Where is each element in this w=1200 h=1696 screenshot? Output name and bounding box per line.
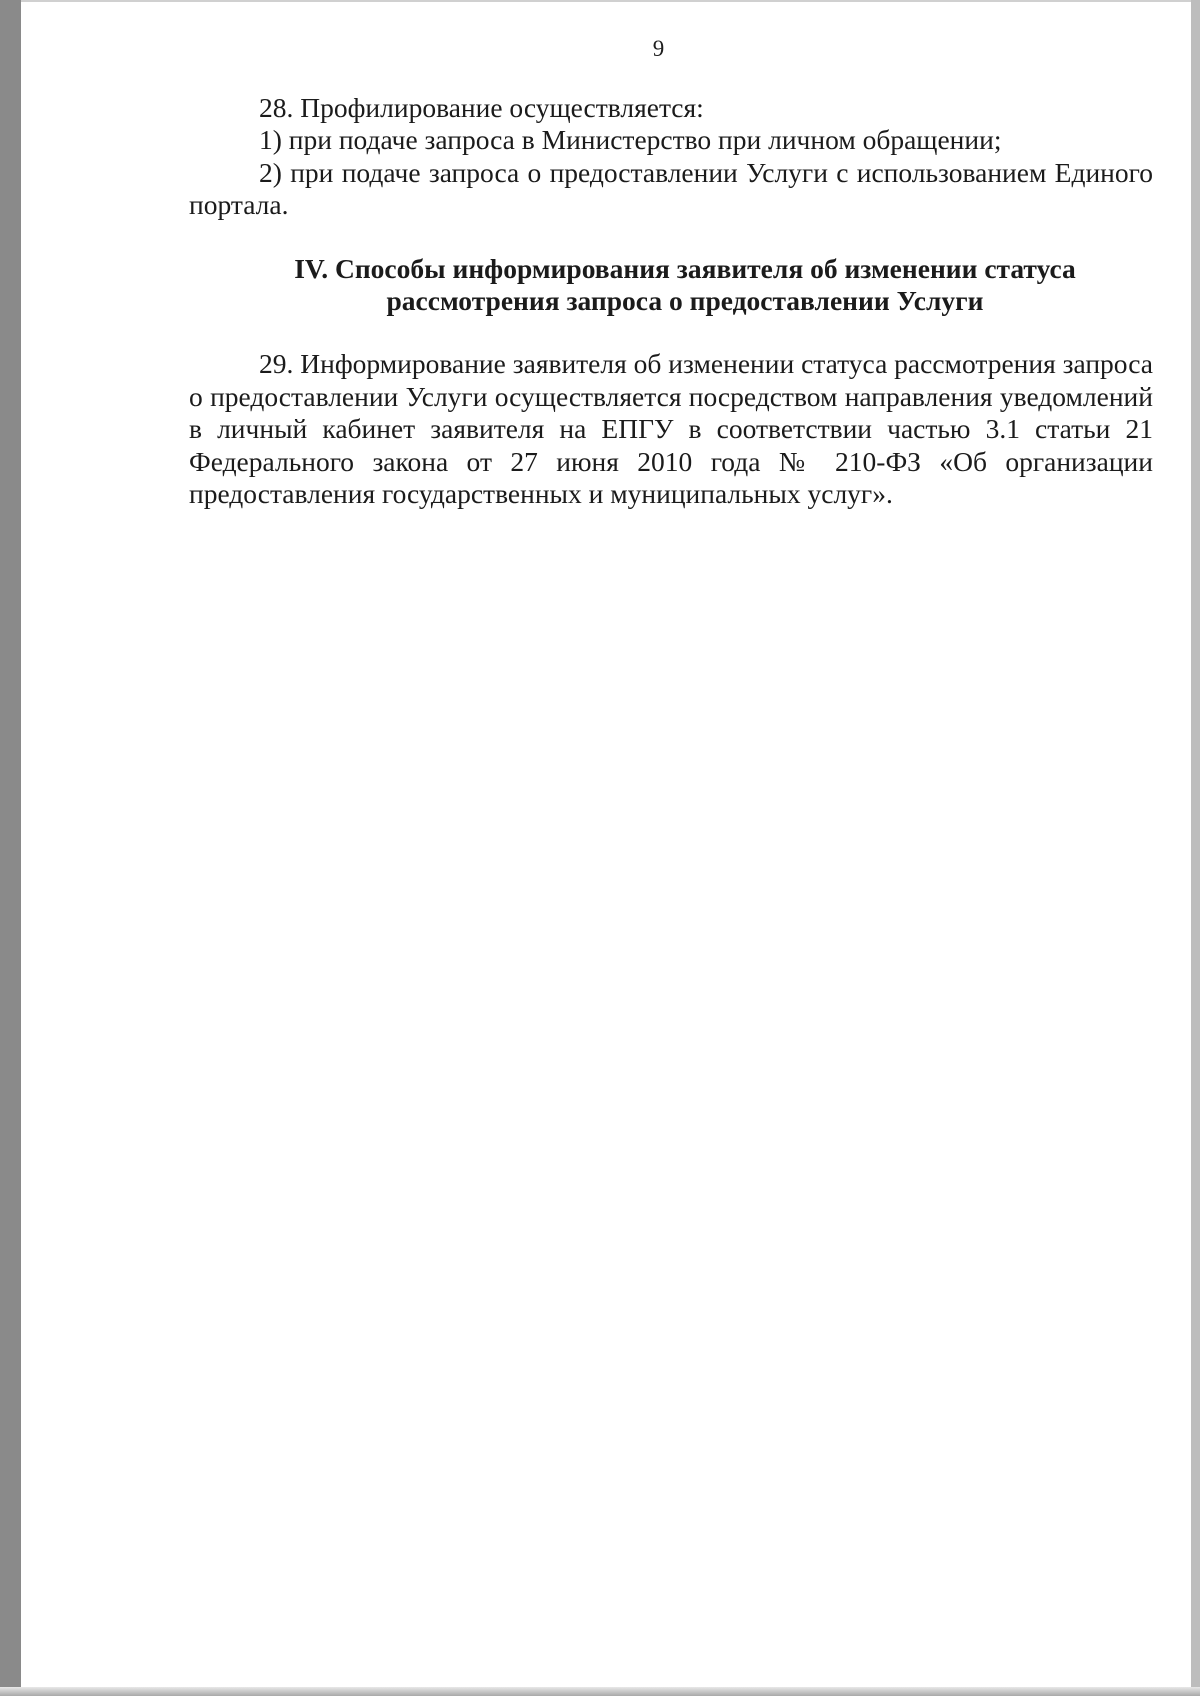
paragraph-28-item-1: 1) при подаче запроса в Министерство при личном обращении;	[259, 124, 1002, 156]
page-number: 9	[652, 36, 665, 61]
document-body	[189, 92, 1153, 510]
section-iv-heading-line-2: рассмотрения запроса о предоставлении Услуги	[386, 285, 984, 317]
scan-right-border	[1191, 0, 1200, 1696]
section-iv-heading	[189, 253, 1153, 318]
section-iv-heading-line-1: IV. Способы информирования заявителя об изменении статуса	[294, 252, 1076, 284]
paragraph-29: 29. Информирование заявителя об изменении статуса рассмотрения запроса о предоставлении Услуги осуществляется посредством направления уведомлений в личный кабинет заявителя на ЕПГУ в соответствии частью 3.1 статьи 21 Федерального закона от 27 июня 2010 года № 210-ФЗ «Об организации предоставления государственных и муниципальных услуг».	[189, 348, 1153, 510]
scan-left-border	[0, 0, 21, 1696]
paragraph-28-title: 28. Профилирование осуществляется:	[259, 92, 704, 123]
paragraph-28-item-2: 2) при подаче запроса о предоставлении Услуги с использованием Единого портала.	[189, 156, 1153, 221]
document-page	[21, 2, 1191, 1687]
scan-bottom-border	[0, 1687, 1200, 1696]
